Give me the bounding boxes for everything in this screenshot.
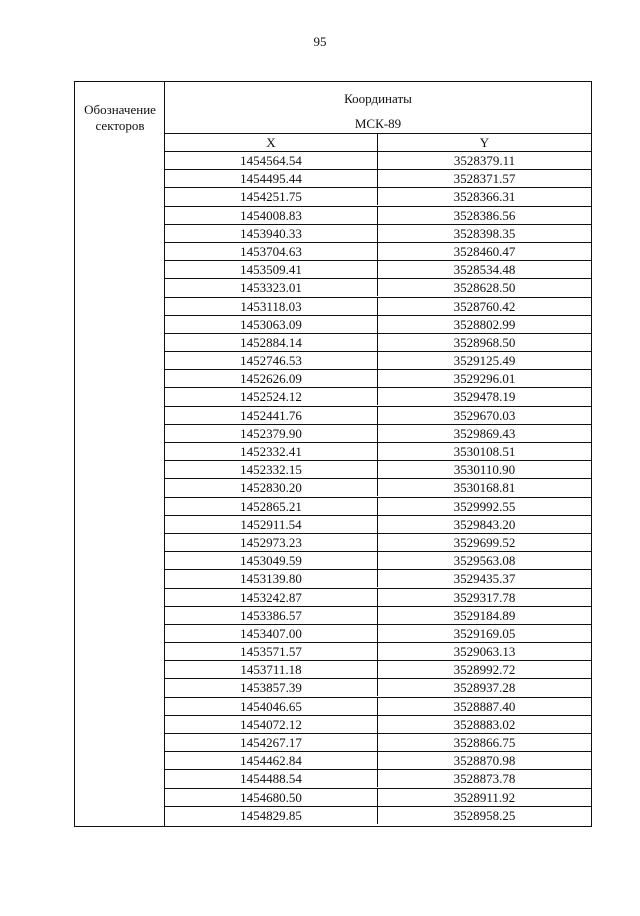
- xy-header-row: [165, 134, 591, 152]
- x-value: 1452524.12: [165, 388, 378, 405]
- x-value: 1454251.75: [165, 188, 378, 205]
- y-value: 3528760.42: [453, 298, 516, 314]
- x-value: 1454564.54: [165, 152, 378, 169]
- x-value: 1454495.44: [165, 170, 378, 187]
- table-row: [165, 625, 591, 643]
- y-value: 3528802.99: [453, 316, 516, 332]
- x-value: 1454680.50: [165, 789, 378, 806]
- sector-column: [75, 82, 165, 826]
- y-value: 3529992.55: [453, 498, 516, 514]
- table-row: [165, 207, 591, 225]
- y-value: 3528398.35: [453, 225, 516, 241]
- x-value: 1454829.85: [165, 807, 378, 824]
- x-header: X: [165, 134, 378, 151]
- y-value: 3529063.13: [453, 644, 516, 660]
- table-row: [165, 407, 591, 425]
- x-value: 1453139.80: [165, 570, 378, 587]
- x-value: 1452746.53: [165, 352, 378, 369]
- table-row: [165, 225, 591, 243]
- x-value: 1452865.21: [165, 498, 378, 515]
- table-row: [165, 352, 591, 370]
- x-value: 1454462.84: [165, 752, 378, 769]
- y-value: 3529296.01: [453, 371, 516, 387]
- table-row: [165, 388, 591, 406]
- y-value: 3528911.92: [453, 789, 516, 805]
- x-value: 1452626.09: [165, 370, 378, 387]
- x-value: 1453049.59: [165, 552, 378, 569]
- y-value: 3530108.51: [453, 444, 516, 459]
- x-value: 1454267.17: [165, 734, 378, 751]
- y-value: 3528460.47: [453, 243, 516, 259]
- page-number: 95: [313, 34, 327, 49]
- table-row: [165, 498, 591, 516]
- y-value: 3529869.43: [453, 425, 516, 441]
- sector-header: Обозначение секторов: [84, 102, 156, 133]
- y-value: 3528968.50: [453, 334, 516, 350]
- table-row: [165, 443, 591, 461]
- table-row: [165, 589, 591, 607]
- table-row: [165, 425, 591, 443]
- x-value: 1453407.00: [165, 625, 378, 642]
- y-value: 3529563.08: [453, 553, 516, 569]
- y-value: 3528628.50: [453, 280, 516, 296]
- x-value: 1453118.03: [165, 298, 378, 315]
- x-value: 1452911.54: [165, 516, 378, 533]
- y-value: 3529478.19: [453, 389, 516, 405]
- table-row: [165, 279, 591, 297]
- x-value: 1452379.90: [165, 425, 378, 442]
- x-value: 1452884.14: [165, 334, 378, 351]
- x-value: 1453509.41: [165, 261, 378, 278]
- table-row: [165, 570, 591, 588]
- y-value: 3528379.11: [453, 153, 516, 168]
- table-row: [165, 752, 591, 770]
- y-value: 3528866.75: [453, 735, 516, 750]
- table-row: [165, 698, 591, 716]
- x-value: 1452441.76: [165, 407, 378, 424]
- y-value: 3528992.72: [453, 662, 516, 678]
- x-value: 1453571.57: [165, 643, 378, 660]
- x-value: 1454046.65: [165, 698, 378, 715]
- table-row: [165, 679, 591, 697]
- y-value: 3528958.25: [453, 807, 516, 823]
- table-row: [165, 643, 591, 661]
- table-row: [165, 188, 591, 206]
- table-row: [165, 516, 591, 534]
- table-row: [165, 661, 591, 679]
- table-row: [165, 316, 591, 334]
- table-row: [165, 461, 591, 479]
- table-row: [165, 152, 591, 170]
- x-value: 1454072.12: [165, 716, 378, 733]
- y-value: 3528873.78: [453, 771, 516, 787]
- y-value: 3528366.31: [453, 189, 516, 205]
- table-body: [165, 152, 591, 825]
- y-value: 3528386.56: [453, 207, 516, 223]
- x-value: 1453940.33: [165, 225, 378, 242]
- x-value: 1453323.01: [165, 279, 378, 296]
- y-value: 3530110.90: [453, 462, 516, 478]
- y-value: 3529699.52: [453, 534, 516, 550]
- table-row: [165, 807, 591, 825]
- x-value: 1452830.20: [165, 479, 378, 496]
- table-row: [165, 334, 591, 352]
- y-value: 3529435.37: [453, 571, 516, 587]
- y-value: 3528371.57: [453, 171, 516, 187]
- coords-system: МСК-89: [354, 116, 402, 131]
- coords-title: Координаты: [344, 91, 412, 106]
- y-value: 3528887.40: [453, 698, 516, 714]
- x-value: 1454488.54: [165, 770, 378, 787]
- y-value: 3528870.98: [453, 753, 516, 769]
- y-value: 3528534.48: [453, 262, 516, 278]
- table-row: [165, 261, 591, 279]
- y-value: 3528883.02: [453, 716, 516, 732]
- table-row: [165, 243, 591, 261]
- y-header: Y: [479, 135, 490, 150]
- y-value: 3529125.49: [453, 353, 516, 369]
- y-value: 3529843.20: [453, 516, 516, 532]
- x-value: 1454008.83: [165, 207, 378, 224]
- x-value: 1453711.18: [165, 661, 378, 678]
- table-row: [165, 479, 591, 497]
- x-value: 1452332.41: [165, 443, 378, 460]
- x-value: 1453386.57: [165, 607, 378, 624]
- table-row: [165, 370, 591, 388]
- x-value: 1452973.23: [165, 534, 378, 551]
- table-row: [165, 734, 591, 752]
- table-row: [165, 770, 591, 788]
- table-row: [165, 607, 591, 625]
- coords-header-cell: [165, 82, 591, 134]
- y-value: 3529670.03: [453, 407, 516, 423]
- y-value: 3528937.28: [453, 680, 516, 696]
- y-value: 3529169.05: [453, 625, 516, 641]
- table-row: [165, 534, 591, 552]
- table-row: [165, 552, 591, 570]
- y-value: 3529317.78: [453, 589, 516, 605]
- coordinates-table: [74, 81, 592, 827]
- table-row: [165, 298, 591, 316]
- y-value: 3529184.89: [453, 607, 516, 623]
- x-value: 1453242.87: [165, 589, 378, 606]
- x-value: 1453704.63: [165, 243, 378, 260]
- x-value: 1453063.09: [165, 316, 378, 333]
- table-row: [165, 170, 591, 188]
- table-row: [165, 716, 591, 734]
- y-value: 3530168.81: [453, 480, 516, 496]
- x-value: 1452332.15: [165, 461, 378, 478]
- x-value: 1453857.39: [165, 679, 378, 696]
- table-row: [165, 789, 591, 807]
